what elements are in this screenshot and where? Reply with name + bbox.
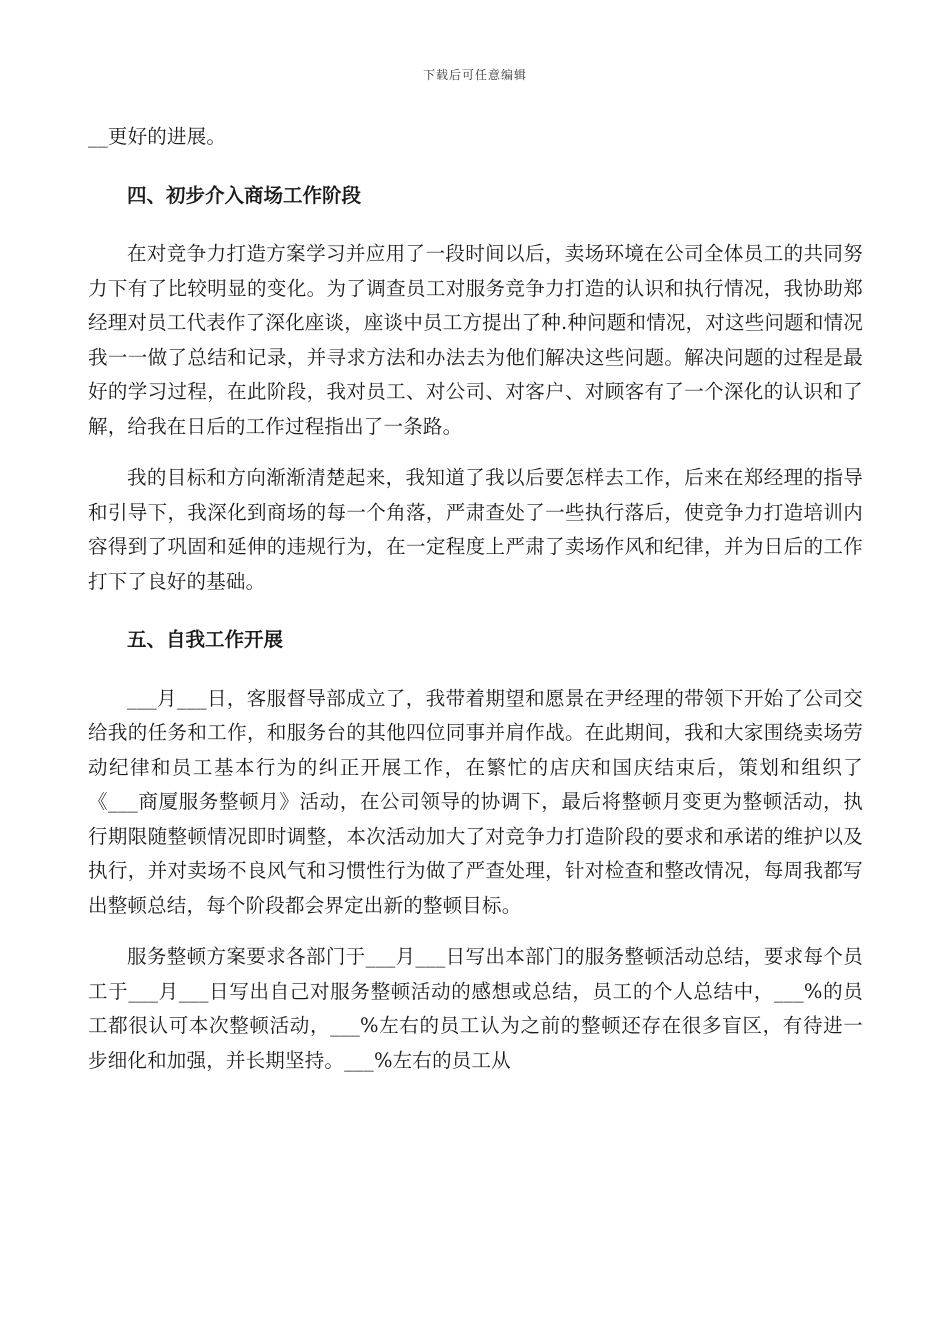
paragraph-3: ___月___日，客服督导部成立了，我带着期望和愿景在尹经理的带领下开始了公司交给我的任务和工作，和服务台的其他四位同事并肩作战。在此期间，我和大家围绕卖场劳动纪律和员工基本行为的纠正开展工作，在繁忙的店庆和国庆结束后，策划和组织了《___商厦服务整顿月》活动，在公司领导的协调下，最后将整顿月变更为整顿活动，执行期限随整顿情况即时调整，本次活动加大了对竞争力打造阶段的要求和承诺的维护以及执行，并对卖场不良风气和习惯性行为做了严查处理，针对检查和整改情况，每周我都写出整顿总结，每个阶段都会界定出新的整顿目标。 <box>88 686 863 917</box>
page-header: 下载后可任意编辑 <box>422 68 527 82</box>
section-heading-5: 五、自我工作开展 <box>127 628 284 651</box>
paragraph-2: 我的目标和方向渐渐清楚起来，我知道了我以后要怎样去工作，后来在郑经理的指导和引导下，我深化到商场的每一个角落，严肃查处了一些执行落后，使竞争力打造培训内容得到了巩固和延伸的违规行为，在一定程度上严肃了卖场作风和纪律，并为日后的工作打下了良好的基础。 <box>88 466 863 593</box>
paragraph-continuation: __更好的进展。 <box>88 125 227 148</box>
section-heading-4: 四、初步介入商场工作阶段 <box>127 183 362 207</box>
document-body <box>88 120 863 1078</box>
paragraph-4: 服务整顿方案要求各部门于___月___日写出本部门的服务整顿活动总结，要求每个员工于___月___日写出自己对服务整顿活动的感想或总结，员工的个人总结中，___%的员工都很认可本次整顿活动，___%左右的员工认为之前的整顿还存在很多盲区，有待进一步细化和加强，并长期坚持。___%左右的员工从 <box>88 945 863 1072</box>
paragraph-1: 在对竞争力打造方案学习并应用了一段时间以后，卖场环境在公司全体员工的共同努力下有了比较明显的变化。为了调查员工对服务竞争力打造的认识和执行情况，我协助郑经理对员工代表作了深化座谈，座谈中员工方提出了种.种问题和情况，对这些问题和情况我一一做了总结和记录，并寻求方法和办法去为他们解决这些问题。解决问题的过程是最好的学习过程，在此阶段，我对员工、对公司、对客户、对顾客有了一个深化的认识和了解，给我在日后的工作过程指出了一条路。 <box>88 242 863 438</box>
